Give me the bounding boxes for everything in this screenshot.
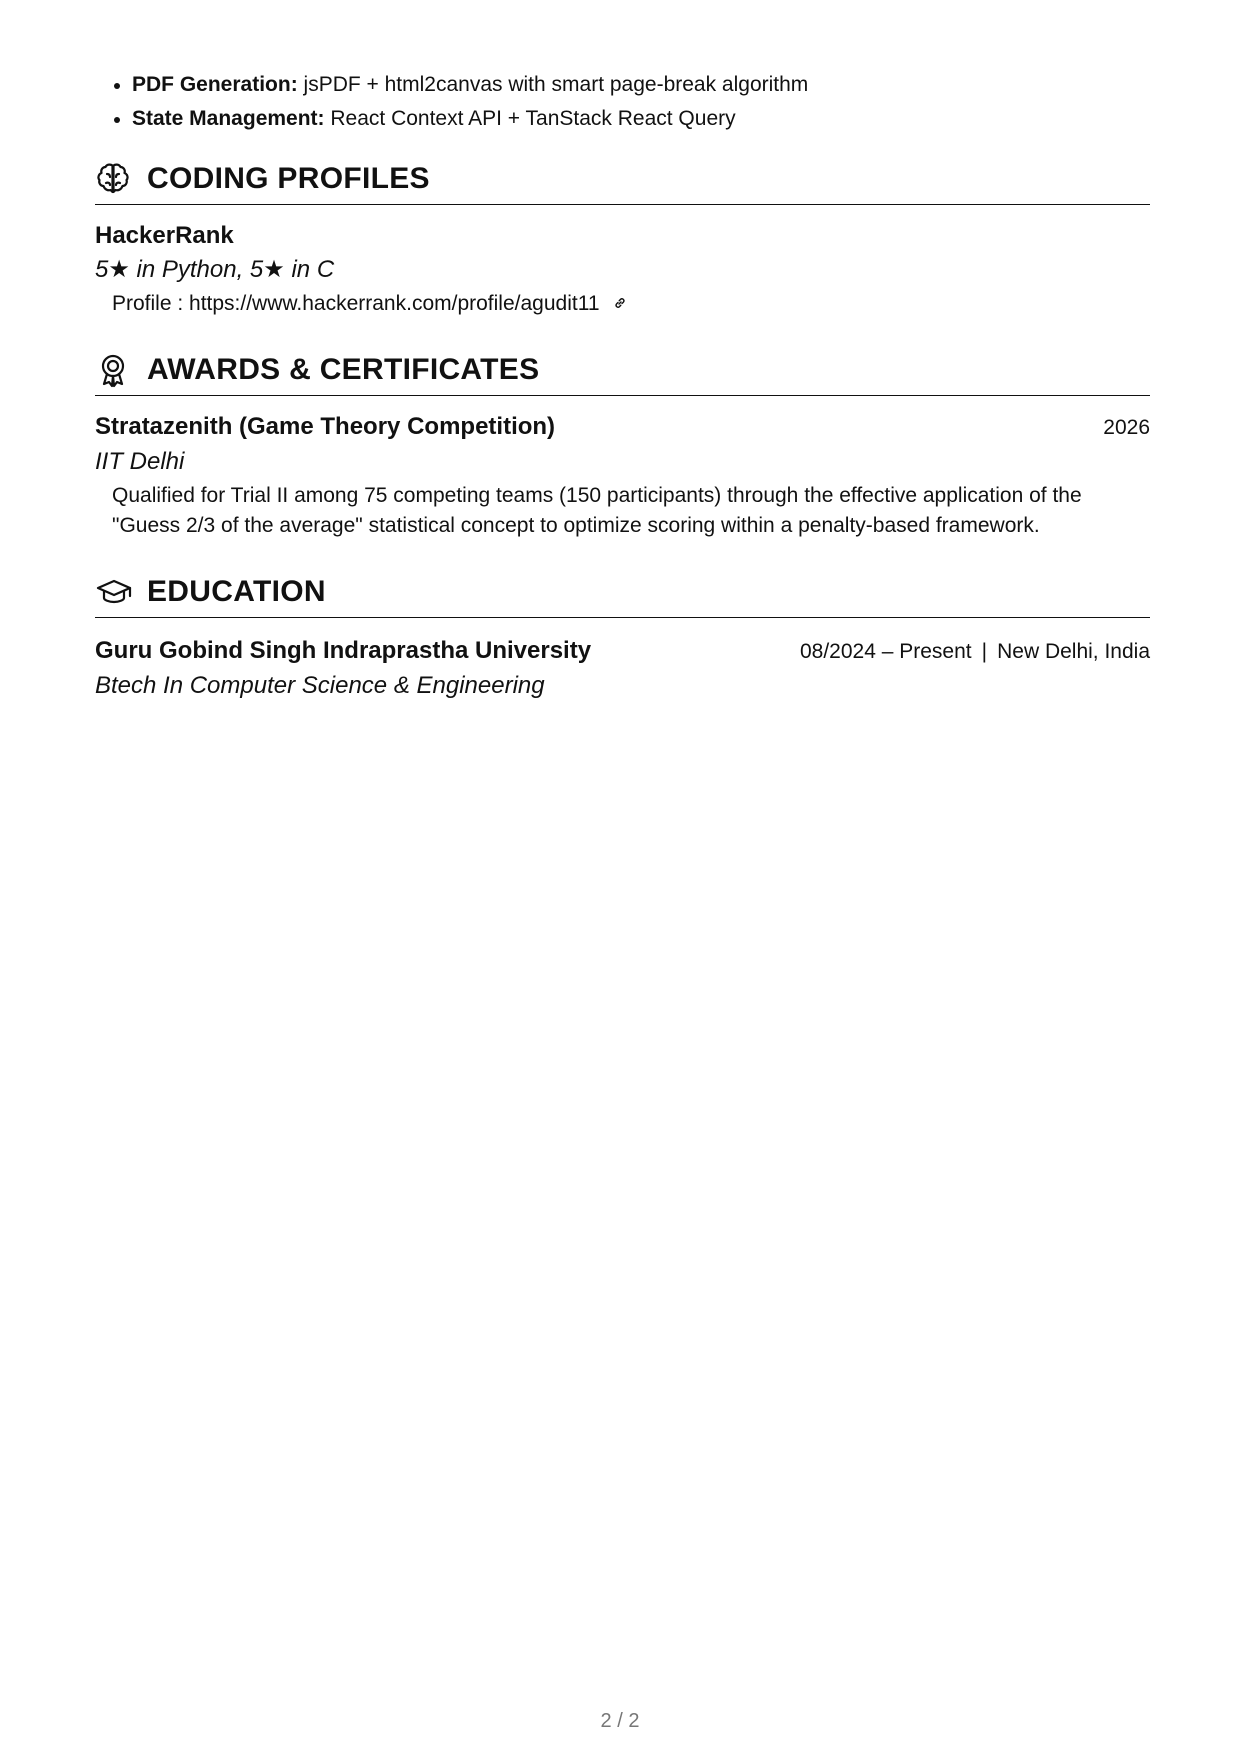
section-header <box>95 154 1150 205</box>
section-title: EDUCATION <box>147 575 326 609</box>
section-header <box>95 345 1150 396</box>
brain-icon <box>95 160 133 198</box>
separator: | <box>981 640 988 664</box>
education-section <box>95 567 1150 703</box>
profile-entry <box>95 219 1150 319</box>
graduation-cap-icon <box>95 573 133 611</box>
tech-stack-list <box>95 68 1150 136</box>
section-title: CODING PROFILES <box>147 162 430 195</box>
award-entry <box>95 410 1150 541</box>
entry-title: HackerRank <box>95 222 234 249</box>
entry-subtitle: Btech In Computer Science & Engineering <box>95 672 545 700</box>
awards-section <box>95 345 1150 541</box>
award-icon <box>95 351 133 389</box>
award-year: 2026 <box>1103 416 1150 440</box>
education-dates: 08/2024 – Present <box>799 640 972 664</box>
award-description: Qualified for Trial II among 75 competing teams (150 participants) through the effective application of the "Guess 2/3 of the average" statistical concept to optimize scoring within a penalty-based framework. <box>112 484 1082 538</box>
entry-title: Stratazenith (Game Theory Competition) <box>95 413 556 441</box>
page-indicator: 2 / 2 <box>600 1710 640 1732</box>
entry-subtitle: IIT Delhi <box>95 448 185 476</box>
coding-profiles-section <box>95 154 1150 319</box>
profile-link[interactable]: Profile : https://www.hackerrank.com/profile/agudit11 <box>95 289 1150 319</box>
section-header <box>95 567 1150 618</box>
education-location: New Delhi, India <box>997 640 1150 664</box>
section-title: AWARDS & CERTIFICATES <box>147 353 540 387</box>
education-entry <box>95 634 1150 703</box>
entry-title: Guru Gobind Singh Indraprastha University <box>95 637 592 665</box>
resume-page <box>95 68 1150 703</box>
education-meta <box>800 635 1150 669</box>
link-icon[interactable] <box>608 292 628 315</box>
list-item: PDF Generation: jsPDF + html2canvas with smart page-break algorithm <box>132 68 1150 102</box>
list-item: State Management: React Context API + TanStack React Query <box>132 102 1150 136</box>
entry-subtitle: 5★ in Python, 5★ in C <box>95 256 335 283</box>
